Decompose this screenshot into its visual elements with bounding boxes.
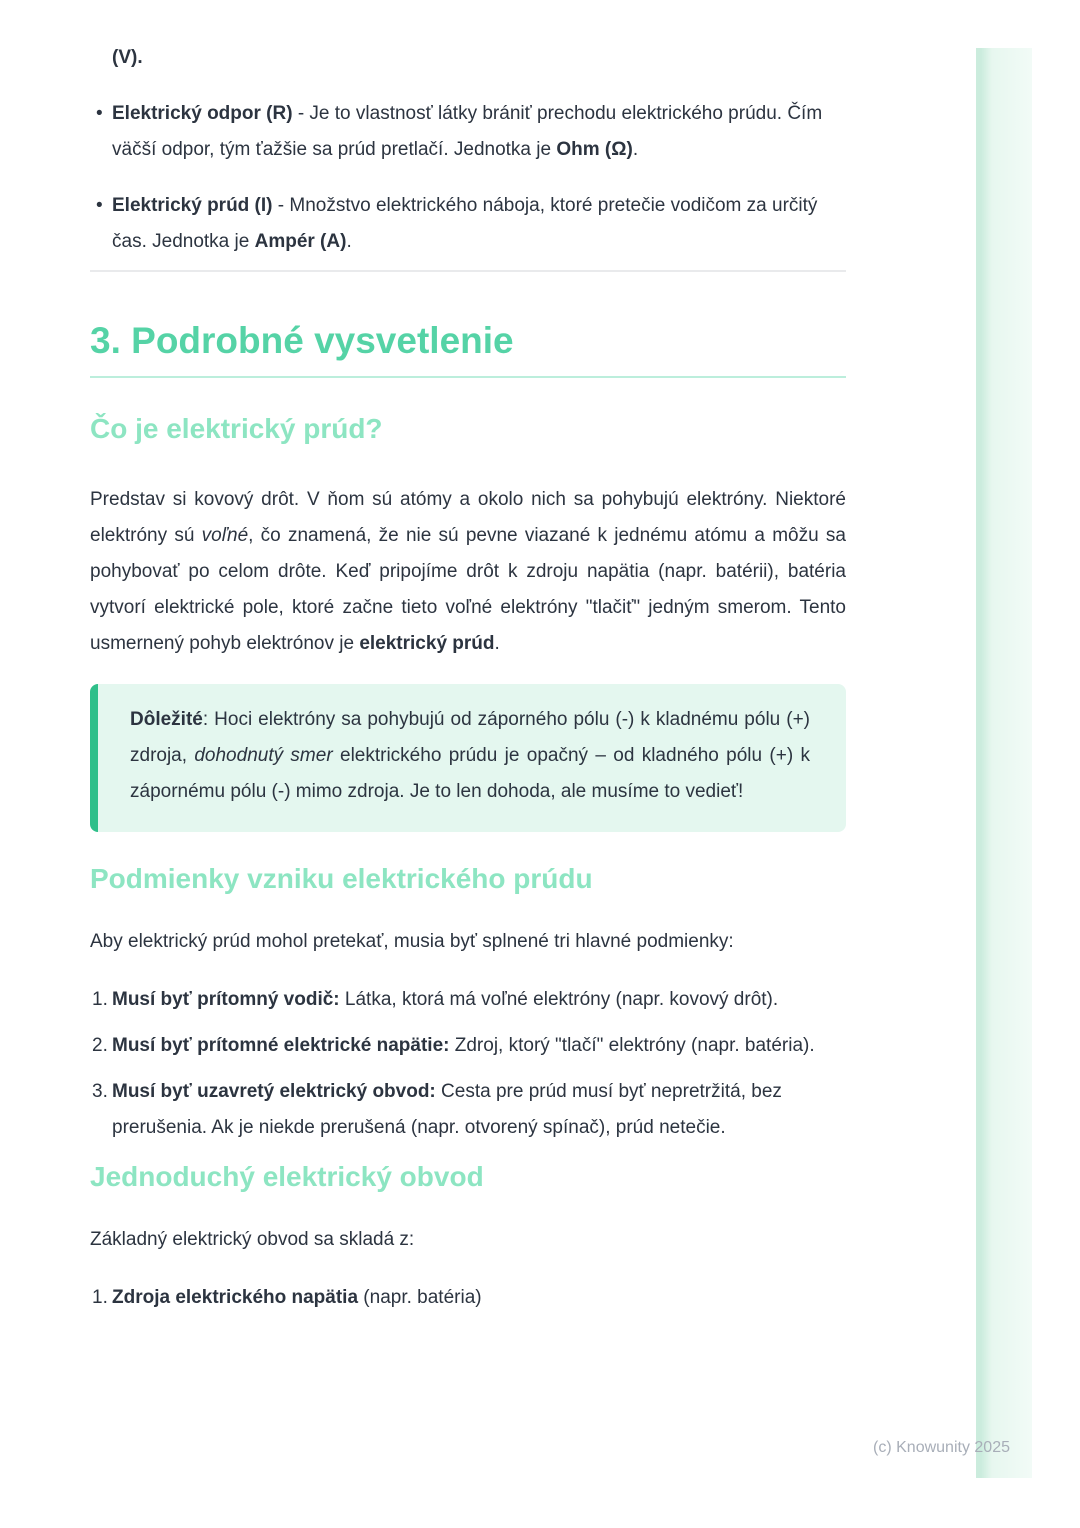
subsection-heading-simple-circuit: Jednoduchý elektrický obvod [90,1161,484,1192]
list-item-text: Elektrický odpor (R) - Je to vlastnosť látky brániť prechodu elektrického prúdu. Čím väčší odpor, tým ťažšie sa prúd pretlačí. Jednotka je Ohm (Ω). [112,103,823,160]
callout-text: Dôležité: Hoci elektróny sa pohybujú od záporného pólu (-) k kladnému pólu (+) zdroja, dohodnutý smer elektrického prúdu je opačný – od kladného pólu (+) k zápornému pólu (-) mimo zdroja. Je to len dohoda, ale musíme to vedieť! [130,709,810,802]
list-item-text: Musí byť prítomný vodič: Látka, ktorá má voľné elektróny (napr. kovový drôt). [112,989,779,1010]
conditions-intro: Aby elektrický prúd mohol pretekať, musia byť splnené tri hlavné podmienky: [90,931,734,952]
copyright-watermark: (c) Knowunity 2025 [873,1439,1010,1456]
subsection-heading-what-is-current: Čo je elektrický prúd? [90,413,383,444]
list-item [90,188,846,260]
definition-bullet-list [90,96,846,260]
list-number: 1. [92,989,108,1010]
important-callout-box [90,684,846,832]
document-content [90,0,846,1316]
bullet-icon: • [96,195,103,216]
circuit-numbered-list [90,1280,846,1316]
conditions-numbered-list [90,982,846,1146]
intro-paragraph: Predstav si kovový drôt. V ňom sú atómy a okolo nich sa pohybujú elektróny. Niektoré elektróny sú voľné, čo znamená, že nie sú pevne viazané k jednému atómu a môžu sa pohybovať po celom drôte. Keď pripojíme drôt k zdroju napätia (napr. batérii), batéria vytvorí elektrické pole, ktoré začne tieto voľné elektróny "tlačiť" jedným smerom. Tento usmernený pohyb elektrónov je elektrický prúd. [90,489,846,654]
list-item [90,1028,846,1064]
circuit-intro: Základný elektrický obvod sa skladá z: [90,1229,415,1250]
section-heading: 3. Podrobné vysvetlenie [90,320,846,378]
list-item [90,1280,846,1316]
list-item-text: Musí byť uzavretý elektrický obvod: Cesta pre prúd musí byť nepretržitá, bez prerušenia. Ak je niekde prerušená (napr. otvorený spínač), prúd netečie. [112,1081,782,1138]
list-number: 3. [92,1081,108,1102]
list-item-text: Elektrický prúd (I) - Množstvo elektrického náboja, ktoré pretečie vodičom za určitý čas. Jednotka je Ampér (A). [112,195,818,252]
bullet-icon: • [96,103,103,124]
list-item [90,982,846,1018]
section-divider [90,270,846,272]
list-item [90,1074,846,1146]
list-item [90,96,846,168]
continuation-line: (V). [112,47,143,68]
list-number: 1. [92,1287,108,1308]
list-item-text: Zdroja elektrického napätia (napr. batéria) [112,1287,482,1308]
decorative-accent-stripe [976,48,1032,1478]
list-item-text: Musí byť prítomné elektrické napätie: Zdroj, ktorý "tlačí" elektróny (napr. batéria). [112,1035,815,1056]
list-number: 2. [92,1035,108,1056]
subsection-heading-conditions: Podmienky vzniku elektrického prúdu [90,863,593,894]
